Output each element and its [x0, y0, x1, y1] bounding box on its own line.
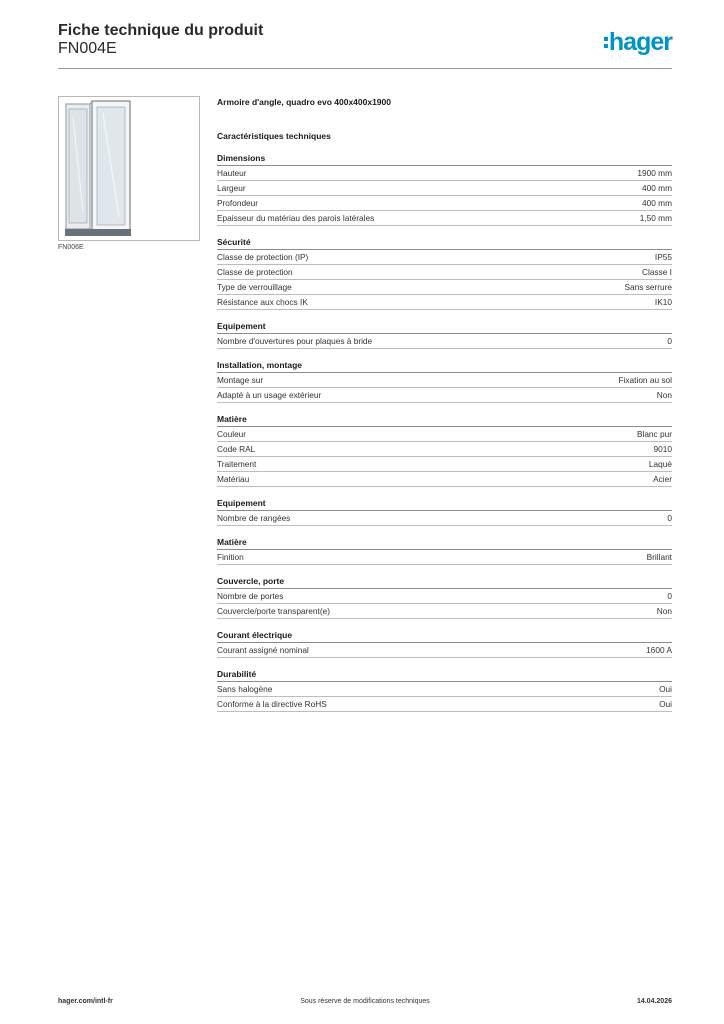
spec-section: [217, 412, 672, 487]
spec-section: [217, 319, 672, 349]
spec-value: Fixation au sol: [618, 375, 672, 385]
spec-value: 400 mm: [642, 183, 672, 193]
spec-row: [217, 427, 672, 442]
spec-label: Hauteur: [217, 168, 247, 178]
footer-date: 14.04.2026: [636, 998, 672, 1005]
spec-row: [217, 280, 672, 295]
section-title: Couvercle, porte: [217, 574, 672, 589]
page-title: Fiche technique du produit: [58, 22, 264, 39]
footer-notice: Sous réserve de modifications techniques: [300, 998, 430, 1005]
section-title: Durabilité: [217, 667, 672, 682]
spec-label: Nombre de portes: [217, 591, 284, 601]
spec-row: [217, 511, 672, 526]
spec-value: IP55: [654, 252, 672, 262]
product-name: Armoire d'angle, quadro evo 400x400x1900: [217, 97, 391, 107]
page-header: [58, 22, 672, 68]
spec-label: Sans halogène: [217, 684, 273, 694]
spec-row: [217, 457, 672, 472]
logo-text: hager: [608, 28, 672, 56]
spec-section: [217, 628, 672, 658]
spec-label: Traitement: [217, 459, 257, 469]
spec-value: Brillant: [646, 552, 672, 562]
spec-row: [217, 295, 672, 310]
footer-website: hager.com/intl-fr: [58, 998, 113, 1005]
spec-row: [217, 265, 672, 280]
spec-row: [217, 550, 672, 565]
spec-value: Sans serrure: [624, 282, 672, 292]
section-title: Installation, montage: [217, 358, 672, 373]
spec-row: [217, 472, 672, 487]
section-title: Equipement: [217, 319, 672, 334]
spec-heading: Caractéristiques techniques: [217, 131, 331, 141]
spec-value: 9010: [653, 444, 672, 454]
spec-row: [217, 442, 672, 457]
spec-sections: [217, 151, 672, 712]
spec-value: Oui: [659, 699, 672, 709]
product-image: [58, 96, 200, 241]
section-title: Dimensions: [217, 151, 672, 166]
spec-value: Non: [656, 606, 672, 616]
spec-value: IK10: [654, 297, 672, 307]
spec-section: [217, 574, 672, 619]
spec-value: 1,50 mm: [639, 213, 672, 223]
spec-section: [217, 151, 672, 226]
hager-logo: [604, 29, 672, 55]
section-title: Matière: [217, 412, 672, 427]
spec-label: Classe de protection: [217, 267, 293, 277]
spec-value: 400 mm: [642, 198, 672, 208]
spec-section: [217, 235, 672, 310]
spec-section: [217, 667, 672, 712]
spec-value: 0: [667, 591, 672, 601]
spec-label: Résistance aux chocs IK: [217, 297, 308, 307]
spec-label: Type de verrouillage: [217, 282, 292, 292]
product-reference: FN004E: [58, 40, 117, 57]
spec-label: Couleur: [217, 429, 247, 439]
section-title: Sécurité: [217, 235, 672, 250]
section-title: Courant électrique: [217, 628, 672, 643]
spec-value: Acier: [653, 474, 672, 484]
spec-value: Laqué: [648, 459, 672, 469]
spec-section: [217, 496, 672, 526]
spec-row: [217, 181, 672, 196]
spec-value: 1900 mm: [637, 168, 672, 178]
image-caption: FN006E: [58, 244, 84, 251]
spec-section: [217, 358, 672, 403]
spec-row: [217, 373, 672, 388]
spec-row: [217, 196, 672, 211]
section-title: Equipement: [217, 496, 672, 511]
spec-label: Couvercle/porte transparent(e): [217, 606, 330, 616]
spec-row: [217, 388, 672, 403]
spec-row: [217, 211, 672, 226]
spec-row: [217, 166, 672, 181]
spec-label: Courant assigné nominal: [217, 645, 309, 655]
spec-label: Code RAL: [217, 444, 256, 454]
spec-label: Montage sur: [217, 375, 264, 385]
section-title: Matière: [217, 535, 672, 550]
spec-row: [217, 682, 672, 697]
spec-label: Largeur: [217, 183, 246, 193]
spec-row: [217, 643, 672, 658]
logo-colon-icon: [604, 37, 608, 48]
spec-label: Epaisseur du matériau des parois latérales: [217, 213, 375, 223]
spec-value: Classe I: [642, 267, 672, 277]
spec-value: Non: [656, 390, 672, 400]
spec-row: [217, 589, 672, 604]
spec-label: Matériau: [217, 474, 250, 484]
spec-label: Adapté à un usage extérieur: [217, 390, 322, 400]
spec-value: 1600 A: [646, 645, 672, 655]
spec-label: Classe de protection (IP): [217, 252, 309, 262]
spec-label: Profondeur: [217, 198, 259, 208]
spec-row: [217, 250, 672, 265]
spec-row: [217, 604, 672, 619]
spec-section: [217, 535, 672, 565]
spec-label: Nombre de rangées: [217, 513, 291, 523]
spec-content: [217, 96, 672, 721]
spec-row: [217, 334, 672, 349]
spec-label: Finition: [217, 552, 244, 562]
spec-label: Conforme à la directive RoHS: [217, 699, 327, 709]
spec-label: Nombre d'ouvertures pour plaques à bride: [217, 336, 373, 346]
header-divider: [58, 68, 672, 69]
spec-row: [217, 697, 672, 712]
spec-value: 0: [667, 336, 672, 346]
spec-value: 0: [667, 513, 672, 523]
spec-value: Blanc pur: [636, 429, 672, 439]
cabinet-image: [59, 97, 199, 240]
spec-value: Oui: [659, 684, 672, 694]
